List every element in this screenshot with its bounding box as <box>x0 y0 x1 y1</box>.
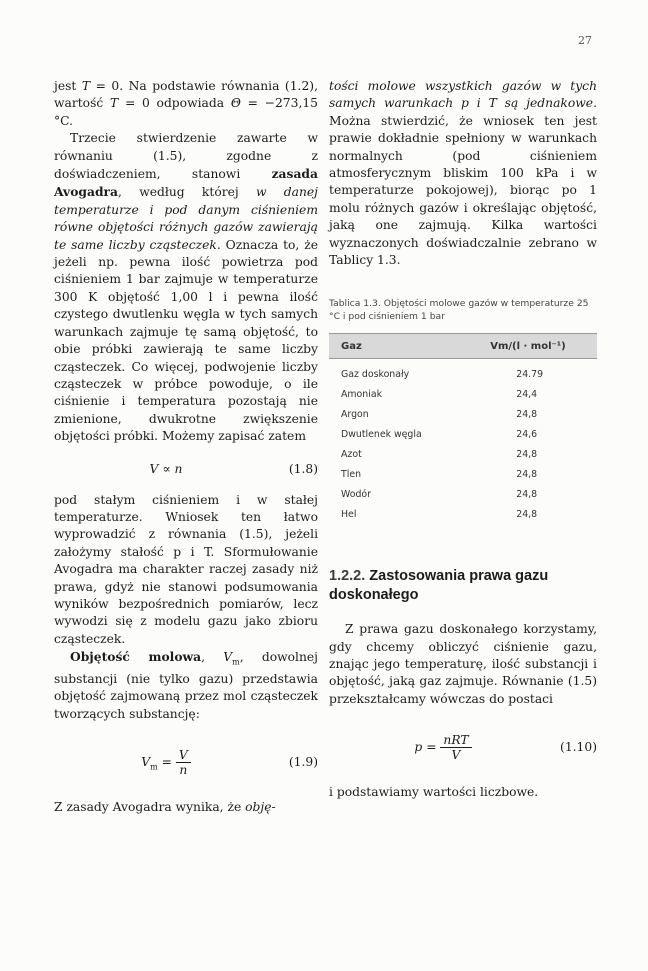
paragraph-avogadro: Trzecie stwierdzenie zawarte w równaniu (1.5), zgodne z doświadczeniem, stanowi zasada Avogadra, według której w danej temperaturze i pod danym ciśnieniem równe objętości różnych gazów zawierają te same liczby cząsteczek. Oznacza to, że jeżeli np. pewna ilość powietrza pod ciśnieniem 1 bar zajmuje w temperaturze 300 K objętość 1,00 l i pewna ilość czystego dwutlenku węgla w tych samych warunkach zajmuje tę samą objętość, to obie próbki zawierają te same liczby cząsteczek. Co więcej, podwojenie liczby cząsteczek w próbce powoduje, o ile ciśnienie i temperatura pozostają nie zmienione, dwukrotne zwiększenie objętości próbki. Możemy zapisać zatem <box>54 131 318 444</box>
table-row: Hel 24,8 <box>341 509 538 521</box>
paragraph-substitute-values: i podstawiamy wartości liczbowe. <box>329 785 539 800</box>
equation-1-9: $V_m$ = $\frac{V}{n}$ (1.9) <box>141 747 318 777</box>
equation-number: (1.10) <box>560 739 597 754</box>
equation-1-8: V ∝ n (1.8) <box>54 459 318 481</box>
table-row: Wodór 24,8 <box>341 489 538 501</box>
left-column <box>54 78 318 817</box>
equation-number: (1.8) <box>288 461 318 476</box>
table-row: Amoniak 24,4 <box>341 388 538 400</box>
column-header-molar-volume: Vm/(l · mol⁻¹) <box>446 334 597 359</box>
right-column <box>329 78 597 802</box>
table-caption: Tablica 1.3. Objętości molowe gazów w temperaturze 25 °C i pod ciśnieniem 1 bar <box>329 298 589 323</box>
table-row: Gaz doskonały 24.79 <box>341 368 544 380</box>
molar-volume-term: Objętość molowa <box>70 649 202 665</box>
paragraph-avogadro-consequence: Z zasady Avogadra wynika, że obję- <box>54 800 276 815</box>
paragraph-molar-volumes: tości molowe wszystkich gazów w tych samych warunkach p i T są jednakowe. Można stwierdzić, że wniosek ten jest prawie dokładnie spełniony w warunkach normalnych (pod ciśnieniem atmosferycznym bliskim 100 kPa i w temperaturze pokojowej), biorąc po 1 molu różnych gazów i określając objętość, jaką one zajmują. Kilka wartości wyznaczonych doświadczalnie zebrano w Tablicy 1.3. <box>329 79 597 268</box>
table-row: Azot 24,8 <box>341 449 538 461</box>
molar-volume-table <box>329 333 597 525</box>
table-row: Dwutlenek węgla 24,6 <box>341 429 538 441</box>
paragraph-absolute-zero: jest T = 0. Na podstawie równania (1.2), wartość T = 0 odpowiada Θ = −273,15 °C. <box>54 79 319 128</box>
paragraph-avogadro-conclusion: pod stałym ciśnieniem i w stałej temperaturze. Wniosek ten łatwo wyprowadzić z równania (1.5), jeżeli założymy stałość p i T. Sformułowanie Avogadra ma charakter raczej zasady niż prawa, gdyż nie stanowi podsumowania wyników bezpośrednich pomiarów, lecz wywodzi się z modelu gazu jako zbioru cząsteczek. <box>54 492 318 646</box>
equation-number: (1.9) <box>288 754 318 769</box>
column-header-gas: Gaz <box>329 334 446 359</box>
paragraph-molar-volume: Objętość molowa, $V_m$, dowolnej substancji (nie tylko gazu) przedstawia objętość zajmowaną przez mol cząsteczek tworzących substancję: <box>54 649 318 721</box>
section-heading: 1.2.2. Zastosowania prawa gazu doskonałego <box>329 568 549 604</box>
table-row: Argon 24,8 <box>341 409 538 420</box>
paragraph-ideal-gas-application: Z prawa gazu doskonałego korzystamy, gdy chcemy obliczyć ciśnienie gazu, znając jego temperaturę, ilość substancji i objętość, jaką gaz zajmuje. Równanie (1.5) przekształcamy wówczas do postaci <box>329 622 597 706</box>
table-row: Tlen 24,8 <box>341 469 538 481</box>
equation-1-10: p = $\frac{\text{nRT}}{V}$ (1.10) <box>414 732 597 762</box>
page-number: 27 <box>578 34 592 47</box>
avogadro-term: zasada Avogadra <box>54 166 318 200</box>
